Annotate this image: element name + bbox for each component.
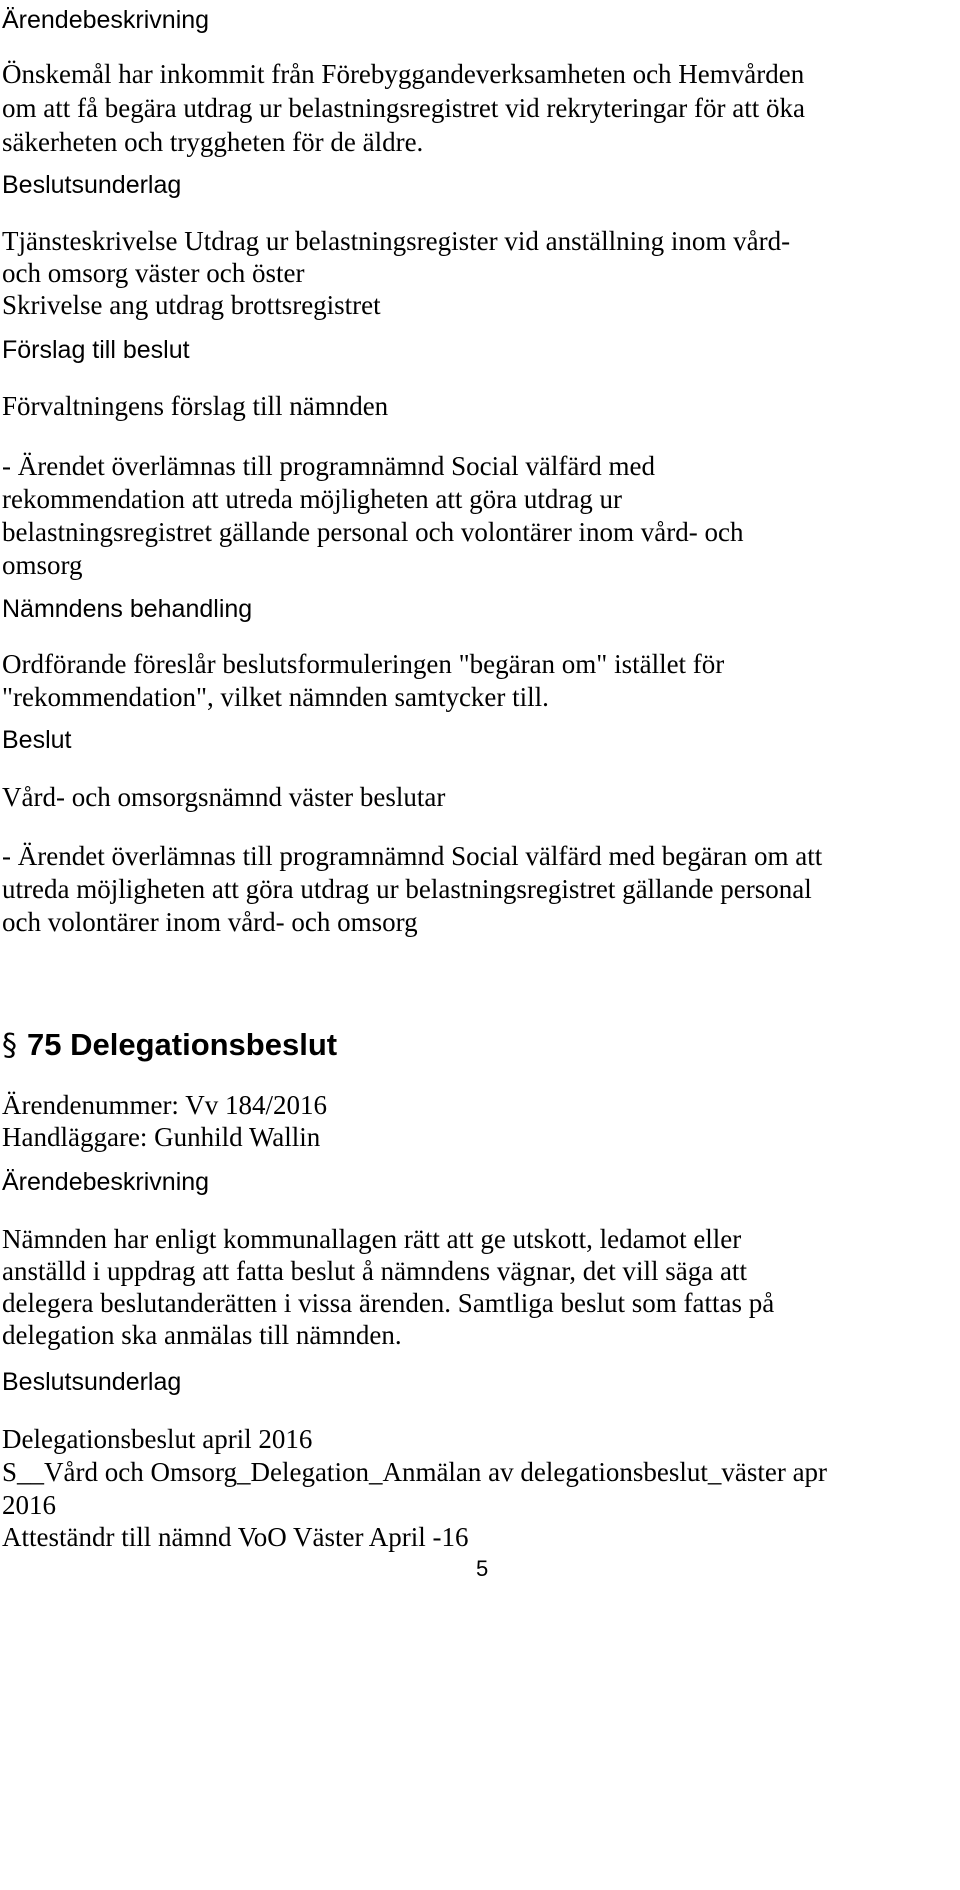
- paragraph-line: anställd i uppdrag att fatta beslut å nämndens vägnar, det vill säga att: [2, 1256, 747, 1286]
- paragraph-line: delegera beslutanderätten i vissa ärenden. Samtliga beslut som fattas på: [2, 1288, 775, 1318]
- page-number: 5: [476, 1556, 489, 1581]
- arendenummer: Ärendenummer: Vv 184/2016: [2, 1090, 327, 1120]
- forslag-line: omsorg: [2, 550, 83, 580]
- forslag-line: belastningsregistret gällande personal och volontärer inom vård- och: [2, 517, 744, 547]
- heading-beslutsunderlag: Beslutsunderlag: [2, 171, 182, 199]
- heading-arendebeskrivning-2: Ärendebeskrivning: [2, 1168, 210, 1196]
- underlag-line: Atteständr till nämnd VoO Väster April -16: [2, 1522, 469, 1552]
- beslut-line: utreda möjligheten att göra utdrag ur belastningsregistret gällande personal: [2, 874, 812, 904]
- beslut-line: och volontärer inom vård- och omsorg: [2, 907, 418, 937]
- underlag-line: 2016: [2, 1490, 56, 1520]
- heading-namndens-behandling: Nämndens behandling: [2, 595, 253, 623]
- heading-arendebeskrivning: Ärendebeskrivning: [2, 6, 210, 34]
- section-symbol: §: [2, 1028, 17, 1063]
- forslag-line: rekommendation att utreda möjligheten att göra utdrag ur: [2, 484, 623, 514]
- paragraph-line: om att få begära utdrag ur belastningsregistret vid rekryteringar för att öka: [2, 93, 805, 123]
- underlag-line: Tjänsteskrivelse Utdrag ur belastningsregister vid anställning inom vård-: [2, 226, 791, 256]
- underlag-line: Delegationsbeslut april 2016: [2, 1424, 313, 1454]
- heading-forslag-till-beslut: Förslag till beslut: [2, 336, 190, 364]
- section-title-text: 75 Delegationsbeslut: [27, 1027, 338, 1062]
- heading-beslutsunderlag-2: Beslutsunderlag: [2, 1368, 182, 1396]
- behandling-line: Ordförande föreslår beslutsformuleringen "begäran om" istället för: [2, 649, 725, 679]
- paragraph-line: delegation ska anmälas till nämnden.: [2, 1320, 402, 1350]
- underlag-line: och omsorg väster och öster: [2, 258, 305, 288]
- behandling-line: "rekommendation", vilket nämnden samtycker till.: [2, 682, 549, 712]
- paragraph-line: Önskemål har inkommit från Förebyggandeverksamheten och Hemvården: [2, 59, 805, 89]
- handlaggare: Handläggare: Gunhild Wallin: [2, 1122, 321, 1152]
- forslag-intro: Förvaltningens förslag till nämnden: [2, 391, 389, 421]
- paragraph-line: Nämnden har enligt kommunallagen rätt att ge utskott, ledamot eller: [2, 1224, 742, 1254]
- underlag-line: S__Vård och Omsorg_Delegation_Anmälan av delegationsbeslut_väster apr: [2, 1457, 828, 1487]
- heading-beslut: Beslut: [2, 726, 72, 754]
- underlag-line: Skrivelse ang utdrag brottsregistret: [2, 290, 381, 320]
- beslut-intro: Vård- och omsorgsnämnd väster beslutar: [2, 782, 446, 812]
- paragraph-line: säkerheten och tryggheten för de äldre.: [2, 127, 424, 157]
- forslag-line: - Ärendet överlämnas till programnämnd Social välfärd med: [2, 451, 656, 481]
- beslut-line: - Ärendet överlämnas till programnämnd Social välfärd med begäran om att: [2, 841, 823, 871]
- section-title: [2, 1025, 337, 1066]
